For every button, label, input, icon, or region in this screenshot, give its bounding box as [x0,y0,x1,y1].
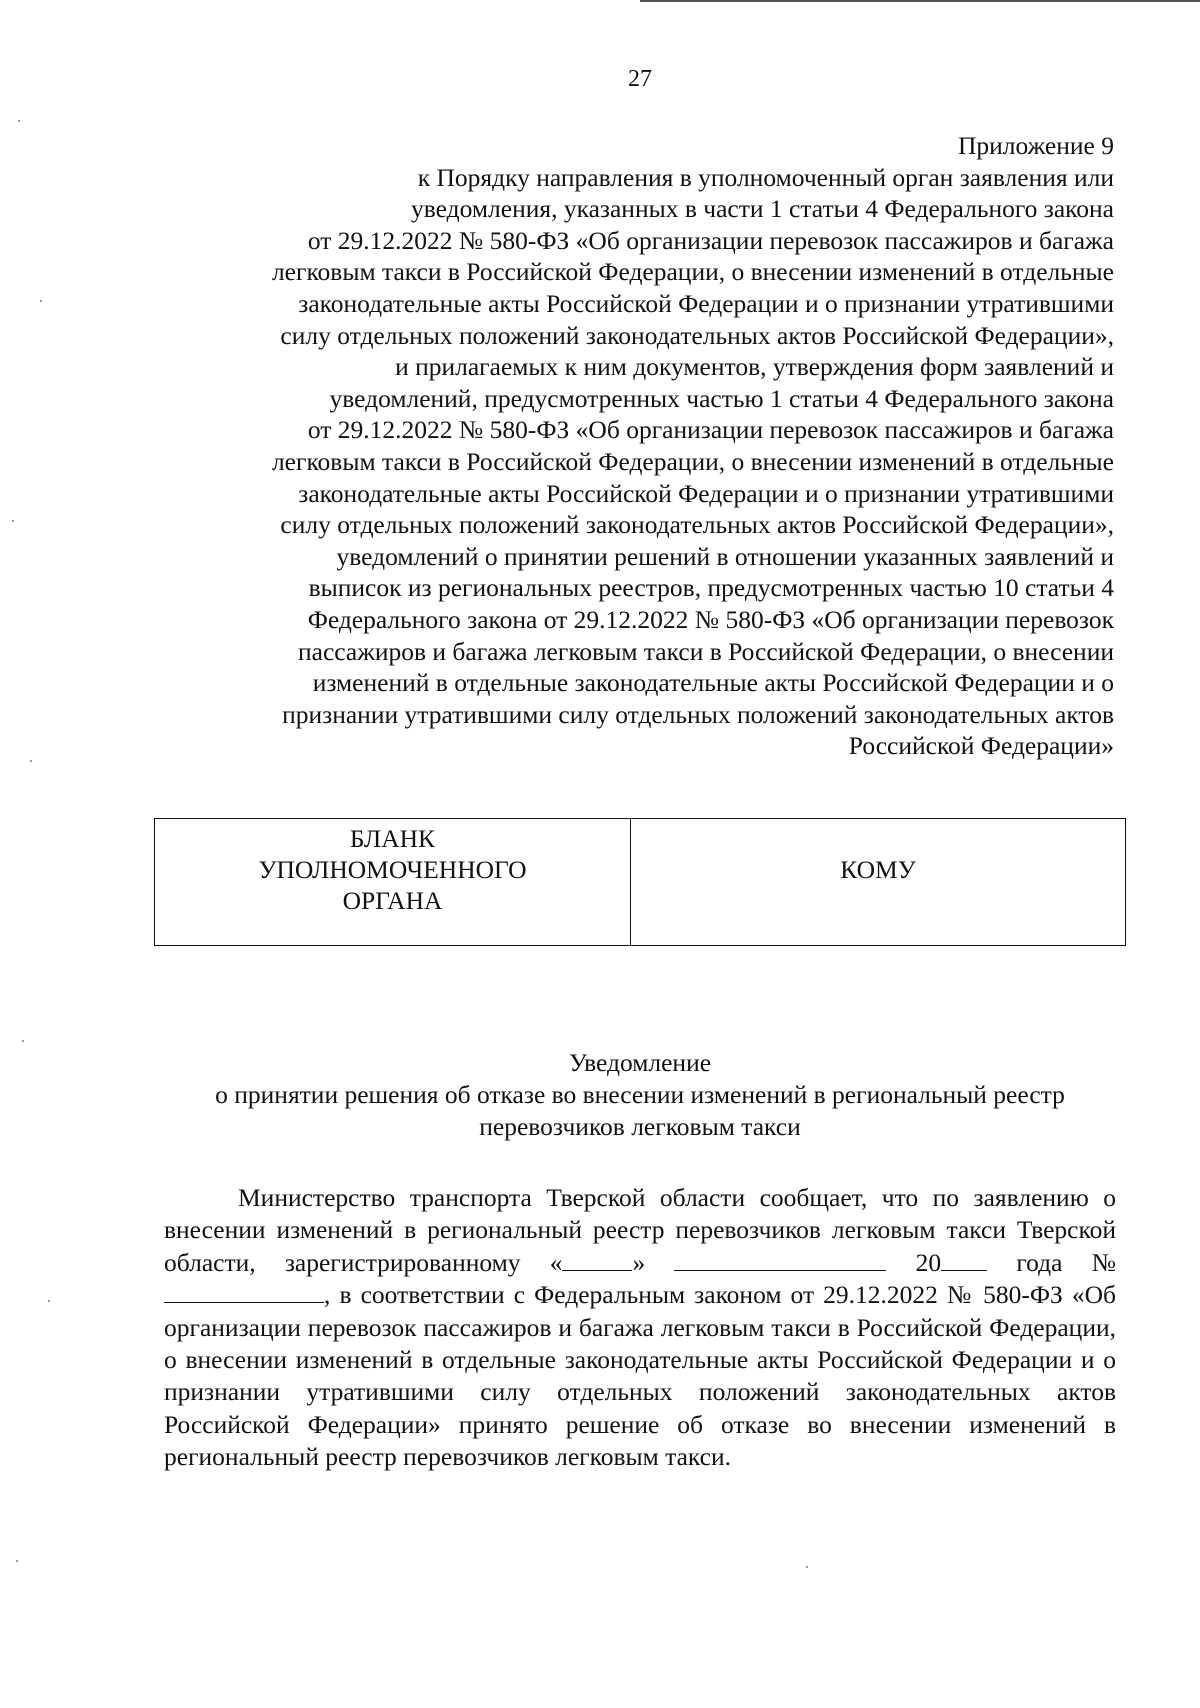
notice-text: 20 [915,1247,942,1277]
appendix-line: силу отдельных положений законодательных актов Российской Федерации», [280,510,1114,540]
appendix-line: Приложение 9 [958,131,1114,160]
notice-title [150,1047,1130,1143]
recipient-label: КОМУ [840,855,916,884]
appendix-line: силу отдельных положений законодательных актов Российской Федерации», [280,320,1114,350]
appendix-line: изменений в отдельные законодательные акты Российской Федерации и о [312,668,1114,698]
notice-text: » [632,1247,646,1277]
appendix-line: и прилагаемых к ним документов, утверждения форм заявлений и [395,352,1114,382]
appendix-line: от 29.12.2022 № 580-ФЗ «Об организации перевозок пассажиров и багажа [307,225,1114,255]
recipient-cell [631,819,1125,945]
day-blank[interactable] [562,1248,632,1271]
appendix-line: к Порядку направления в уполномоченный орган заявления или [417,162,1114,192]
appendix-line: от 29.12.2022 № 580-ФЗ «Об организации перевозок пассажиров и багажа [307,415,1114,445]
appendix-heading [134,130,1114,762]
scan-speck [806,1566,808,1568]
notice-text: года № [1016,1247,1116,1277]
authority-blank-cell [155,819,631,945]
authority-blank-line: УПОЛНОМОЧЕННОГО [258,855,527,884]
appendix-line: Российской Федерации» [848,731,1114,761]
appendix-line: законодательные акты Российской Федерации и о признании утратившими [298,288,1114,318]
registration-number-blank[interactable] [164,1280,324,1303]
notice-text: , в соответствии с Федеральным законом от 29.12.2022 № 580-ФЗ «Об организации перевозок пассажиров и багажа легковым такси в Российской Федерации, о внесении изменений в отдельные законодательные акты Российской Федерации и о признании утратившими силу отдельных положений законодательных актов Российской Федерации» принято решение об отказе во внесении изменений в региональный реестр перевозчиков легковым такси. [164,1280,1116,1472]
notice-title-line: Уведомление [568,1048,712,1077]
scan-speck [16,1560,18,1562]
appendix-line: законодательные акты Российской Федерации и о признании утратившими [298,478,1114,508]
page-number: 27 [628,66,652,92]
scan-speck [48,1300,50,1302]
top-edge-rule [640,0,1200,2]
scan-speck [22,1040,24,1042]
notice-text: Министерство транспорта Тверской области сообщает, что по заявлению о внесении изменений в региональный реестр перевозчиков легковым такси Тверской области, зарегистрированному « [164,1183,1116,1277]
month-blank[interactable] [674,1248,886,1271]
appendix-line: Федерального закона от 29.12.2022 № 580-ФЗ «Об организации перевозок [307,604,1114,634]
appendix-line: легковым такси в Российской Федерации, о внесении изменений в отдельные [271,257,1114,287]
authority-blank-line: БЛАНК [349,824,436,853]
appendix-line: выписок из региональных реестров, предусмотренных частью 10 статьи 4 [308,573,1114,603]
notice-paragraph [164,1182,1116,1474]
appendix-line: уведомления, указанных в части 1 статьи 4 Федерального закона [411,194,1114,224]
appendix-line: пассажиров и багажа легковым такси в Российской Федерации, о внесении [298,636,1114,666]
notice-title-line: перевозчиков легковым такси [479,1112,801,1141]
authority-blank-line: ОРГАНА [342,886,443,915]
letterhead-table [154,818,1126,946]
scan-speck [18,120,20,122]
scan-speck [12,520,14,522]
notice-title-line: о принятии решения об отказе во внесении изменений в региональный реестр [215,1080,1065,1109]
notice-body [164,1182,1116,1474]
appendix-line: уведомлений, предусмотренных частью 1 статьи 4 Федерального закона [329,383,1114,413]
scan-speck [30,760,32,762]
scan-speck [40,300,42,302]
appendix-line: уведомлений о принятии решений в отношении указанных заявлений и [336,541,1114,571]
appendix-line: признании утратившими силу отдельных положений законодательных актов [282,699,1114,729]
year-blank[interactable] [941,1248,987,1271]
appendix-line: легковым такси в Российской Федерации, о внесении изменений в отдельные [271,446,1114,476]
